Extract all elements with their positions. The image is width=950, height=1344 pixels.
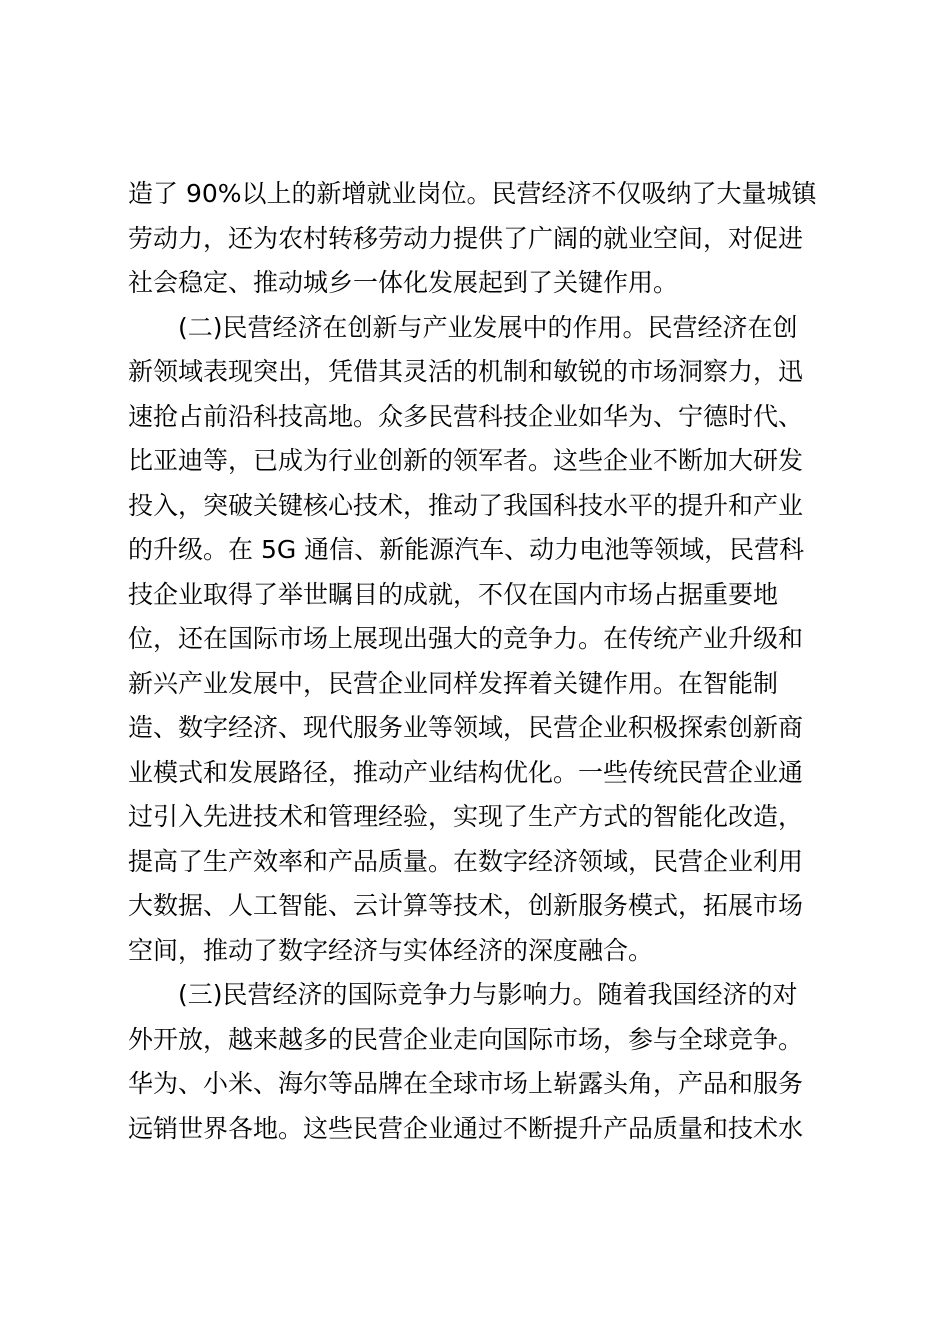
paragraph-line: 技企业取得了举世瞩目的成就，不仅在国内市场占据重要地 xyxy=(128,579,779,609)
paragraph-line: 空间，推动了数字经济与实体经济的深度融合。 xyxy=(128,935,654,965)
body-text xyxy=(128,172,828,1151)
paragraph-line: 劳动力，还为农村转移劳动力提供了广阔的就业空间，对促进 xyxy=(128,223,804,253)
paragraph-line: 造了 90%以上的新增就业岗位。民营经济不仅吸纳了大量城镇 xyxy=(128,179,817,208)
paragraph-line: 新兴产业发展中，民营企业同样发挥着关键作用。在智能制 xyxy=(128,668,779,698)
paragraph-line: (二)民营经济在创新与产业发展中的作用。民营经济在创 xyxy=(178,312,798,342)
paragraph-line: (三)民营经济的国际竞争力与影响力。随着我国经济的对 xyxy=(178,980,798,1009)
paragraph-line: 比亚迪等，已成为行业创新的领军者。这些企业不断加大研发 xyxy=(128,446,804,475)
paragraph-line: 业模式和发展路径，推动产业结构优化。一些传统民营企业通 xyxy=(128,757,804,787)
paragraph-line: 的升级。在 5G 通信、新能源汽车、动力电池等领域，民营科 xyxy=(128,535,805,564)
paragraph-line: 过引入先进技术和管理经验，实现了生产方式的智能化改造， xyxy=(128,802,804,831)
paragraph-line: 新领域表现突出，凭借其灵活的机制和敏锐的市场洞察力，迅 xyxy=(128,357,804,386)
paragraph-line: 投入，突破关键核心技术，推动了我国科技水平的提升和产业 xyxy=(128,490,804,520)
paragraph xyxy=(128,306,828,974)
paragraph-line: 大数据、人工智能、云计算等技术，创新服务模式，拓展市场 xyxy=(128,891,804,920)
paragraph-line: 位，还在国际市场上展现出强大的竞争力。在传统产业升级和 xyxy=(128,624,804,653)
paragraph-line: 速抢占前沿科技高地。众多民营科技企业如华为、宁德时代、 xyxy=(128,401,804,431)
paragraph xyxy=(128,172,828,306)
paragraph xyxy=(128,973,828,1151)
paragraph-line: 华为、小米、海尔等品牌在全球市场上崭露头角，产品和服务 xyxy=(128,1069,804,1098)
paragraph-line: 远销世界各地。这些民营企业通过不断提升产品质量和技术水 xyxy=(128,1113,804,1143)
paragraph-line: 外开放，越来越多的民营企业走向国际市场，参与全球竞争。 xyxy=(128,1024,804,1054)
paragraph-line: 造、数字经济、现代服务业等领域，民营企业积极探索创新商 xyxy=(128,713,804,742)
paragraph-line: 社会稳定、推动城乡一体化发展起到了关键作用。 xyxy=(128,268,679,297)
paragraph-line: 提高了生产效率和产品质量。在数字经济领域，民营企业利用 xyxy=(128,846,804,876)
